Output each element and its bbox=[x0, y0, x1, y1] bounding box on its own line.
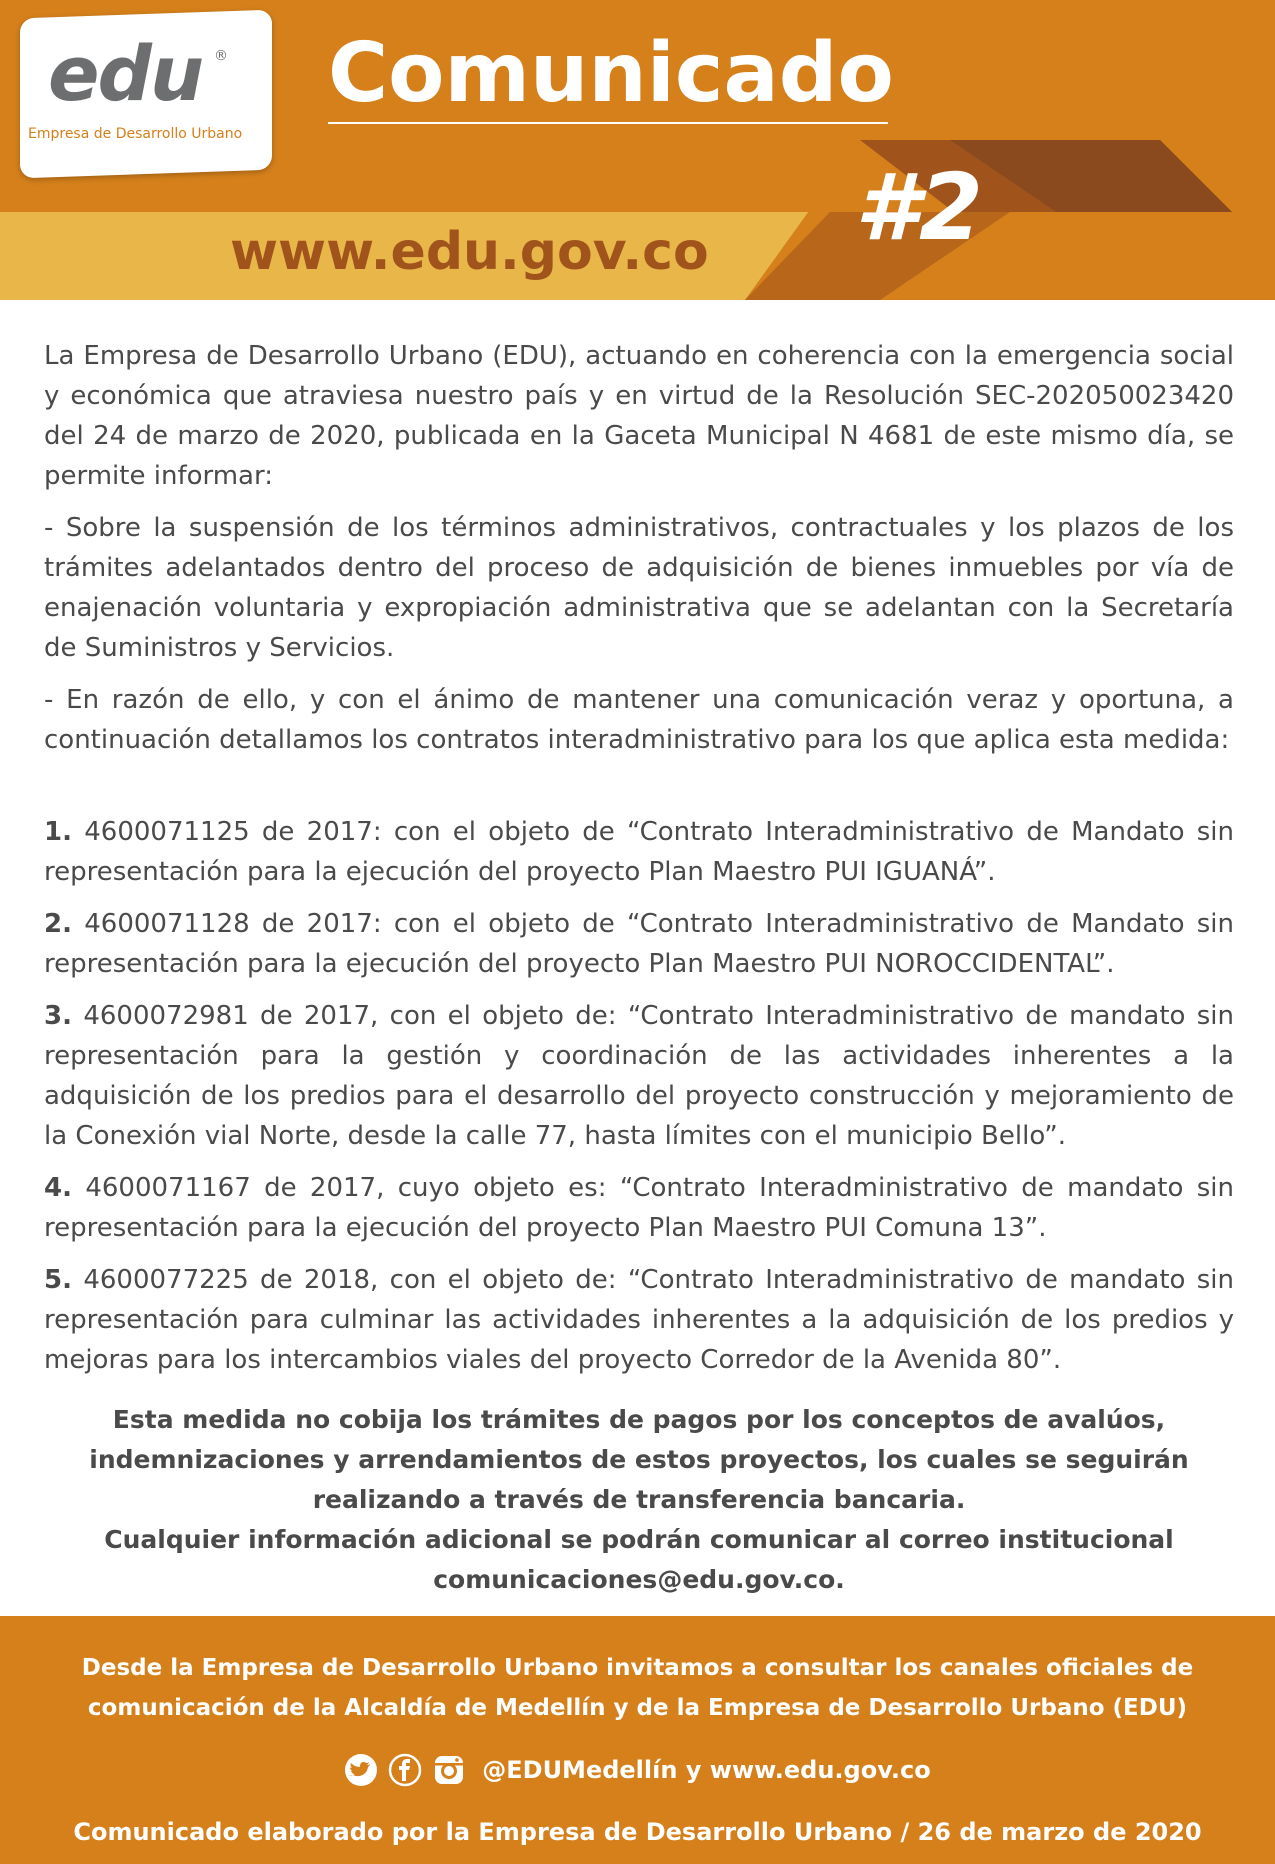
contract-item bbox=[44, 904, 1234, 984]
twitter-icon[interactable] bbox=[344, 1753, 378, 1787]
contract-item bbox=[44, 996, 1234, 1156]
social-row bbox=[0, 1748, 1275, 1792]
footer-banner bbox=[0, 1616, 1275, 1864]
contracts-intro-paragraph: - En razón de ello, y con el ánimo de mantener una comunicación veraz y oportuna, a continuación detallamos los contratos interadministrativo para los que aplica esta medida: bbox=[44, 685, 1234, 755]
contract-item bbox=[44, 1260, 1234, 1380]
payment-notice bbox=[44, 1400, 1234, 1600]
edu-logo: edu bbox=[48, 29, 203, 118]
payment-exclusion-text: Esta medida no cobija los trámites de pagos por los conceptos de avalúos, indemnizaciones y arrendamientos de estos proyectos, los cuales se seguirán realizando a través de transferencia bancaria. bbox=[89, 1405, 1189, 1514]
communique-body bbox=[44, 336, 1234, 1392]
suspension-paragraph: - Sobre la suspensión de los términos administrativos, contractuales y los plazos de los trámites adelantados dentro del proceso de adquisición de bienes inmuebles por vía de enajenación voluntaria y expropiación administrativa que se adelantan con la Secretaría de Suministros y Servicios. bbox=[44, 513, 1234, 663]
title-underline bbox=[328, 122, 888, 124]
instagram-icon[interactable] bbox=[432, 1753, 466, 1787]
registered-mark: ® bbox=[214, 48, 228, 64]
social-handles[interactable]: @EDUMedellín y www.edu.gov.co bbox=[482, 1756, 931, 1784]
contract-text: 4600072981 de 2017, con el objeto de: “Contrato Interadministrativo de mandato sin representación para la gestión y coordinación de las actividades inherentes a la adquisición de los predios para el desarrollo del proyecto construcción y mejoramiento de la Conexión vial Norte, desde la calle 77, hasta límites con el municipio Bello”. bbox=[44, 1001, 1235, 1151]
spacer bbox=[44, 772, 1234, 812]
intro-paragraph: La Empresa de Desarrollo Urbano (EDU), actuando en coherencia con la emergencia social y económica que atraviesa nuestro país y en virtud de la Resolución SEC-202050023420 del 24 de marzo de 2020, publicada en la Gaceta Municipal N 4681 de este mismo día, se permite informar: bbox=[44, 341, 1234, 491]
contract-text: 4600077225 de 2018, con el objeto de: “Contrato Interadministrativo de mandato sin representación para culminar las actividades inherentes a la adquisición de los predios y mejoras para los intercambios viales del proyecto Corredor de la Avenida 80”. bbox=[44, 1265, 1235, 1375]
contract-text: 4600071128 de 2017: con el objeto de “Contrato Interadministrativo de Mandato sin representación para la ejecución del proyecto Plan Maestro PUI NOROCCIDENTAL”. bbox=[44, 909, 1235, 979]
contract-number: 4. bbox=[44, 1173, 72, 1203]
contract-number: 1. bbox=[44, 817, 72, 847]
contract-number: 2. bbox=[44, 909, 72, 939]
footer-invite-line-1: Desde la Empresa de Desarrollo Urbano invitamos a consultar los canales oficiales de bbox=[81, 1655, 1194, 1681]
footer-credit: Comunicado elaborado por la Empresa de Desarrollo Urbano / 26 de marzo de 2020 bbox=[73, 1818, 1202, 1846]
contract-number: 5. bbox=[44, 1265, 72, 1295]
contract-item bbox=[44, 812, 1234, 892]
logo-subtitle: Empresa de Desarrollo Urbano bbox=[28, 126, 243, 142]
communique-number: #2 bbox=[855, 154, 984, 261]
page-title: Comunicado bbox=[328, 26, 894, 121]
contract-item bbox=[44, 1168, 1234, 1248]
contact-info-text: Cualquier información adicional se podrán comunicar al correo institucional comunicaciones@edu.gov.co. bbox=[104, 1525, 1174, 1594]
contract-number: 3. bbox=[44, 1001, 72, 1031]
contract-text: 4600071167 de 2017, cuyo objeto es: “Contrato Interadministrativo de mandato sin representación para la ejecución del proyecto Plan Maestro PUI Comuna 13”. bbox=[44, 1173, 1234, 1243]
footer-invite-line-2: comunicación de la Alcaldía de Medellín y de la Empresa de Desarrollo Urbano (EDU) bbox=[87, 1695, 1188, 1721]
contract-text: 4600071125 de 2017: con el objeto de “Contrato Interadministrativo de Mandato sin representación para la ejecución del proyecto Plan Maestro PUI IGUANÁ”. bbox=[44, 817, 1235, 887]
facebook-icon[interactable] bbox=[388, 1753, 422, 1787]
header-banner bbox=[0, 0, 1275, 300]
website-link[interactable]: www.edu.gov.co bbox=[230, 222, 709, 282]
